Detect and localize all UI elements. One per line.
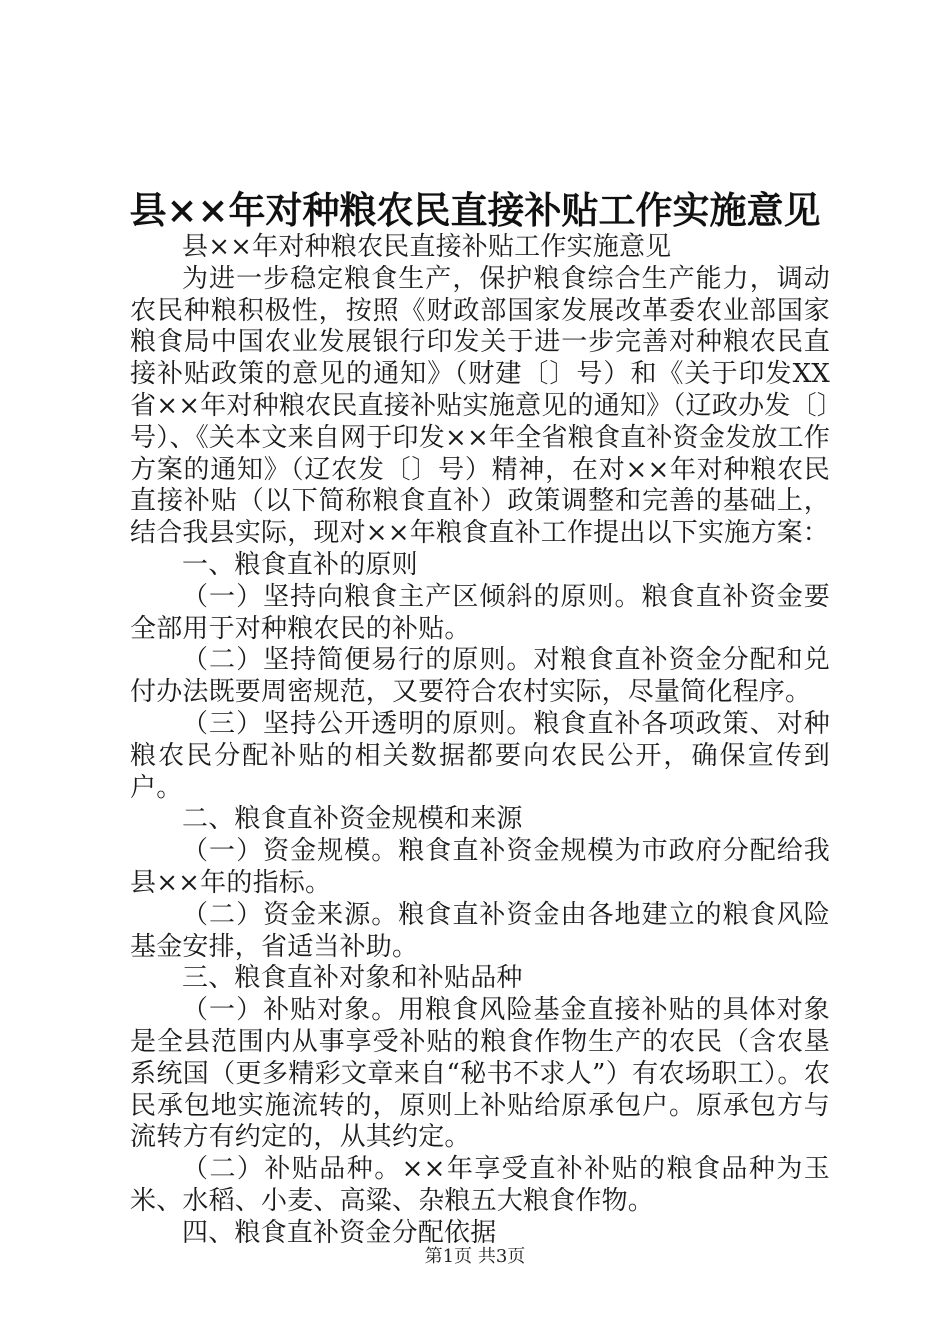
paragraph-principle-1: （一）坚持向粮食主产区倾斜的原则。粮食直补资金要全部用于对种粮农民的补贴。 (130, 581, 830, 644)
paragraph-fund-scale: （一）资金规模。粮食直补资金规模为市政府分配给我县××年的指标。 (130, 836, 830, 898)
document-body (130, 232, 830, 1250)
section-heading-3: 三、粮食直补对象和补贴品种 (182, 963, 523, 994)
paragraph-subsidy-varieties: （二）补贴品种。××年享受直补补贴的粮食品种为玉米、水稻、小麦、高粱、杂粮五大粮食作物。 (130, 1154, 830, 1216)
paragraph-fund-source: （二）资金来源。粮食直补资金由各地建立的粮食风险基金安排，省适当补助。 (130, 899, 830, 962)
document-title: 县××年对种粮农民直接补贴工作实施意见 (129, 188, 821, 232)
section-heading-2: 二、粮食直补资金规模和来源 (182, 804, 523, 835)
section-heading-4: 四、粮食直补资金分配依据 (182, 1217, 497, 1248)
section-heading-1: 一、粮食直补的原则 (182, 549, 418, 580)
page-footer: 第1页 共3页 (424, 1246, 526, 1267)
paragraph-subtitle: 县××年对种粮农民直接补贴工作实施意见 (182, 232, 672, 262)
paragraph-subsidy-target: （一）补贴对象。用粮食风险基金直接补贴的具体对象是全县范围内从事享受补贴的粮食作物生产的农民（含农垦系统国（更多精彩文章来自“秘书不求人”）有农场职工）。农民承包地实施流转的，原则上补贴给原承包户。原承包方与流转方有约定的，从其约定。 (130, 995, 830, 1153)
paragraph-principle-3: （三）坚持公开透明的原则。粮食直补各项政策、对种粮农民分配补贴的相关数据都要向农民公开，确保宣传到户。 (130, 708, 830, 803)
paragraph-principle-2: （二）坚持简便易行的原则。对粮食直补资金分配和兑付办法既要周密规范，又要符合农村实际，尽量简化程序。 (130, 645, 830, 708)
paragraph-intro: 为进一步稳定粮食生产，保护粮食综合生产能力，调动农民种粮积极性，按照《财政部国家发展改革委农业部国家粮食局中国农业发展银行印发关于进一步完善对种粮农民直接补贴政策的意见的通知》（财建〔〕号）和《关于印发XX省××年对种粮农民直接补贴实施意见的通知》（辽政办发〔〕号）、《关本文来自网于印发××年全省粮食直补资金发放工作方案的通知》（辽农发〔〕号）精神，在对××年对种粮农民直接补贴（以下简称粮食直补）政策调整和完善的基础上，结合我县实际，现对××年粮食直补工作提出以下实施方案： (130, 263, 830, 549)
